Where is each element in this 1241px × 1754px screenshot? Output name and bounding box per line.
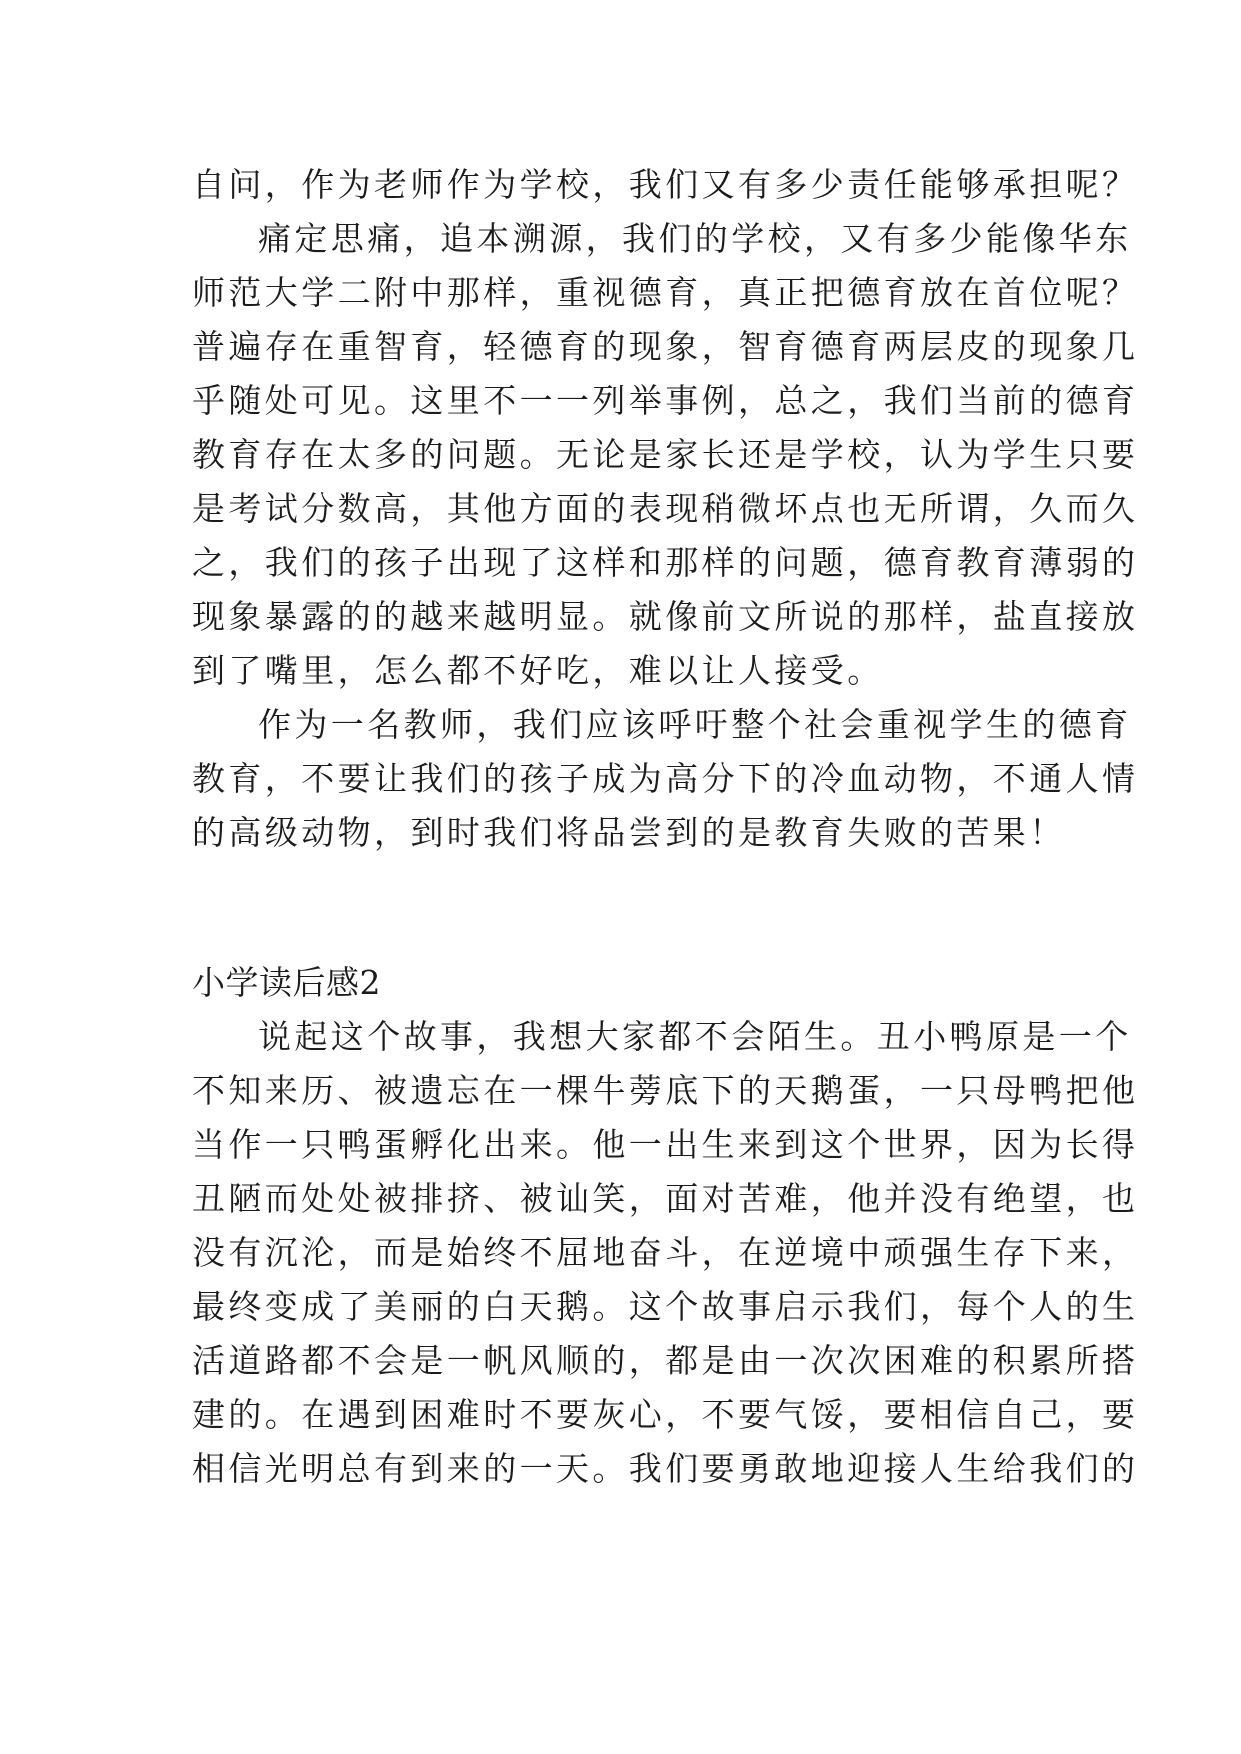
paragraph-line: 教育存在太多的问题。无论是家长还是学校，认为学生只要 bbox=[192, 435, 1139, 474]
essay-section-continued bbox=[192, 158, 1139, 860]
paragraph-line: 说起这个故事，我想大家都不会陌生。丑小鸭原是一个 bbox=[258, 1017, 1132, 1056]
paragraph-line: 当作一只鸭蛋孵化出来。他一出生来到这个世界，因为长得 bbox=[192, 1125, 1139, 1164]
paragraph-line: 之，我们的孩子出现了这样和那样的问题，德育教育薄弱的 bbox=[192, 543, 1139, 582]
paragraph-line: 痛定思痛，追本溯源，我们的学校，又有多少能像华东 bbox=[258, 219, 1132, 258]
section-heading: 小学读后感2 bbox=[192, 963, 381, 1002]
paragraph-line: 没有沉沦，而是始终不屈地奋斗，在逆境中顽强生存下来， bbox=[192, 1233, 1139, 1272]
paragraph-line: 建的。在遇到困难时不要灰心，不要气馁，要相信自己，要 bbox=[192, 1395, 1139, 1434]
paragraph-line: 乎随处可见。这里不一一列举事例，总之，我们当前的德育 bbox=[192, 381, 1139, 420]
paragraph-line: 丑陋而处处被排挤、被讪笑，面对苦难，他并没有绝望，也 bbox=[192, 1179, 1139, 1218]
paragraph-line: 自问，作为老师作为学校，我们又有多少责任能够承担呢？ bbox=[192, 165, 1139, 204]
paragraph-line: 普遍存在重智育，轻德育的现象，智育德育两层皮的现象几 bbox=[192, 327, 1139, 366]
essay-section-2 bbox=[192, 956, 1139, 1496]
paragraph-line: 教育，不要让我们的孩子成为高分下的冷血动物，不通人情 bbox=[192, 759, 1139, 798]
paragraph-line: 是考试分数高，其他方面的表现稍微坏点也无所谓，久而久 bbox=[192, 489, 1139, 528]
paragraph-line: 相信光明总有到来的一天。我们要勇敢地迎接人生给我们的 bbox=[192, 1449, 1139, 1488]
paragraph-line: 最终变成了美丽的白天鹅。这个故事启示我们，每个人的生 bbox=[192, 1287, 1139, 1326]
paragraph-line: 的高级动物，到时我们将品尝到的是教育失败的苦果！ bbox=[192, 813, 1066, 852]
paragraph-line: 活道路都不会是一帆风顺的，都是由一次次困难的积累所搭 bbox=[192, 1341, 1139, 1380]
paragraph-line: 到了嘴里，怎么都不好吃，难以让人接受。 bbox=[192, 651, 884, 690]
paragraph-line: 现象暴露的的越来越明显。就像前文所说的那样，盐直接放 bbox=[192, 597, 1139, 636]
paragraph-line: 师范大学二附中那样，重视德育，真正把德育放在首位呢？ bbox=[192, 273, 1139, 312]
paragraph-line: 作为一名教师，我们应该呼吁整个社会重视学生的德育 bbox=[258, 705, 1132, 744]
paragraph-line: 不知来历、被遗忘在一棵牛蒡底下的天鹅蛋，一只母鸭把他 bbox=[192, 1071, 1139, 1110]
